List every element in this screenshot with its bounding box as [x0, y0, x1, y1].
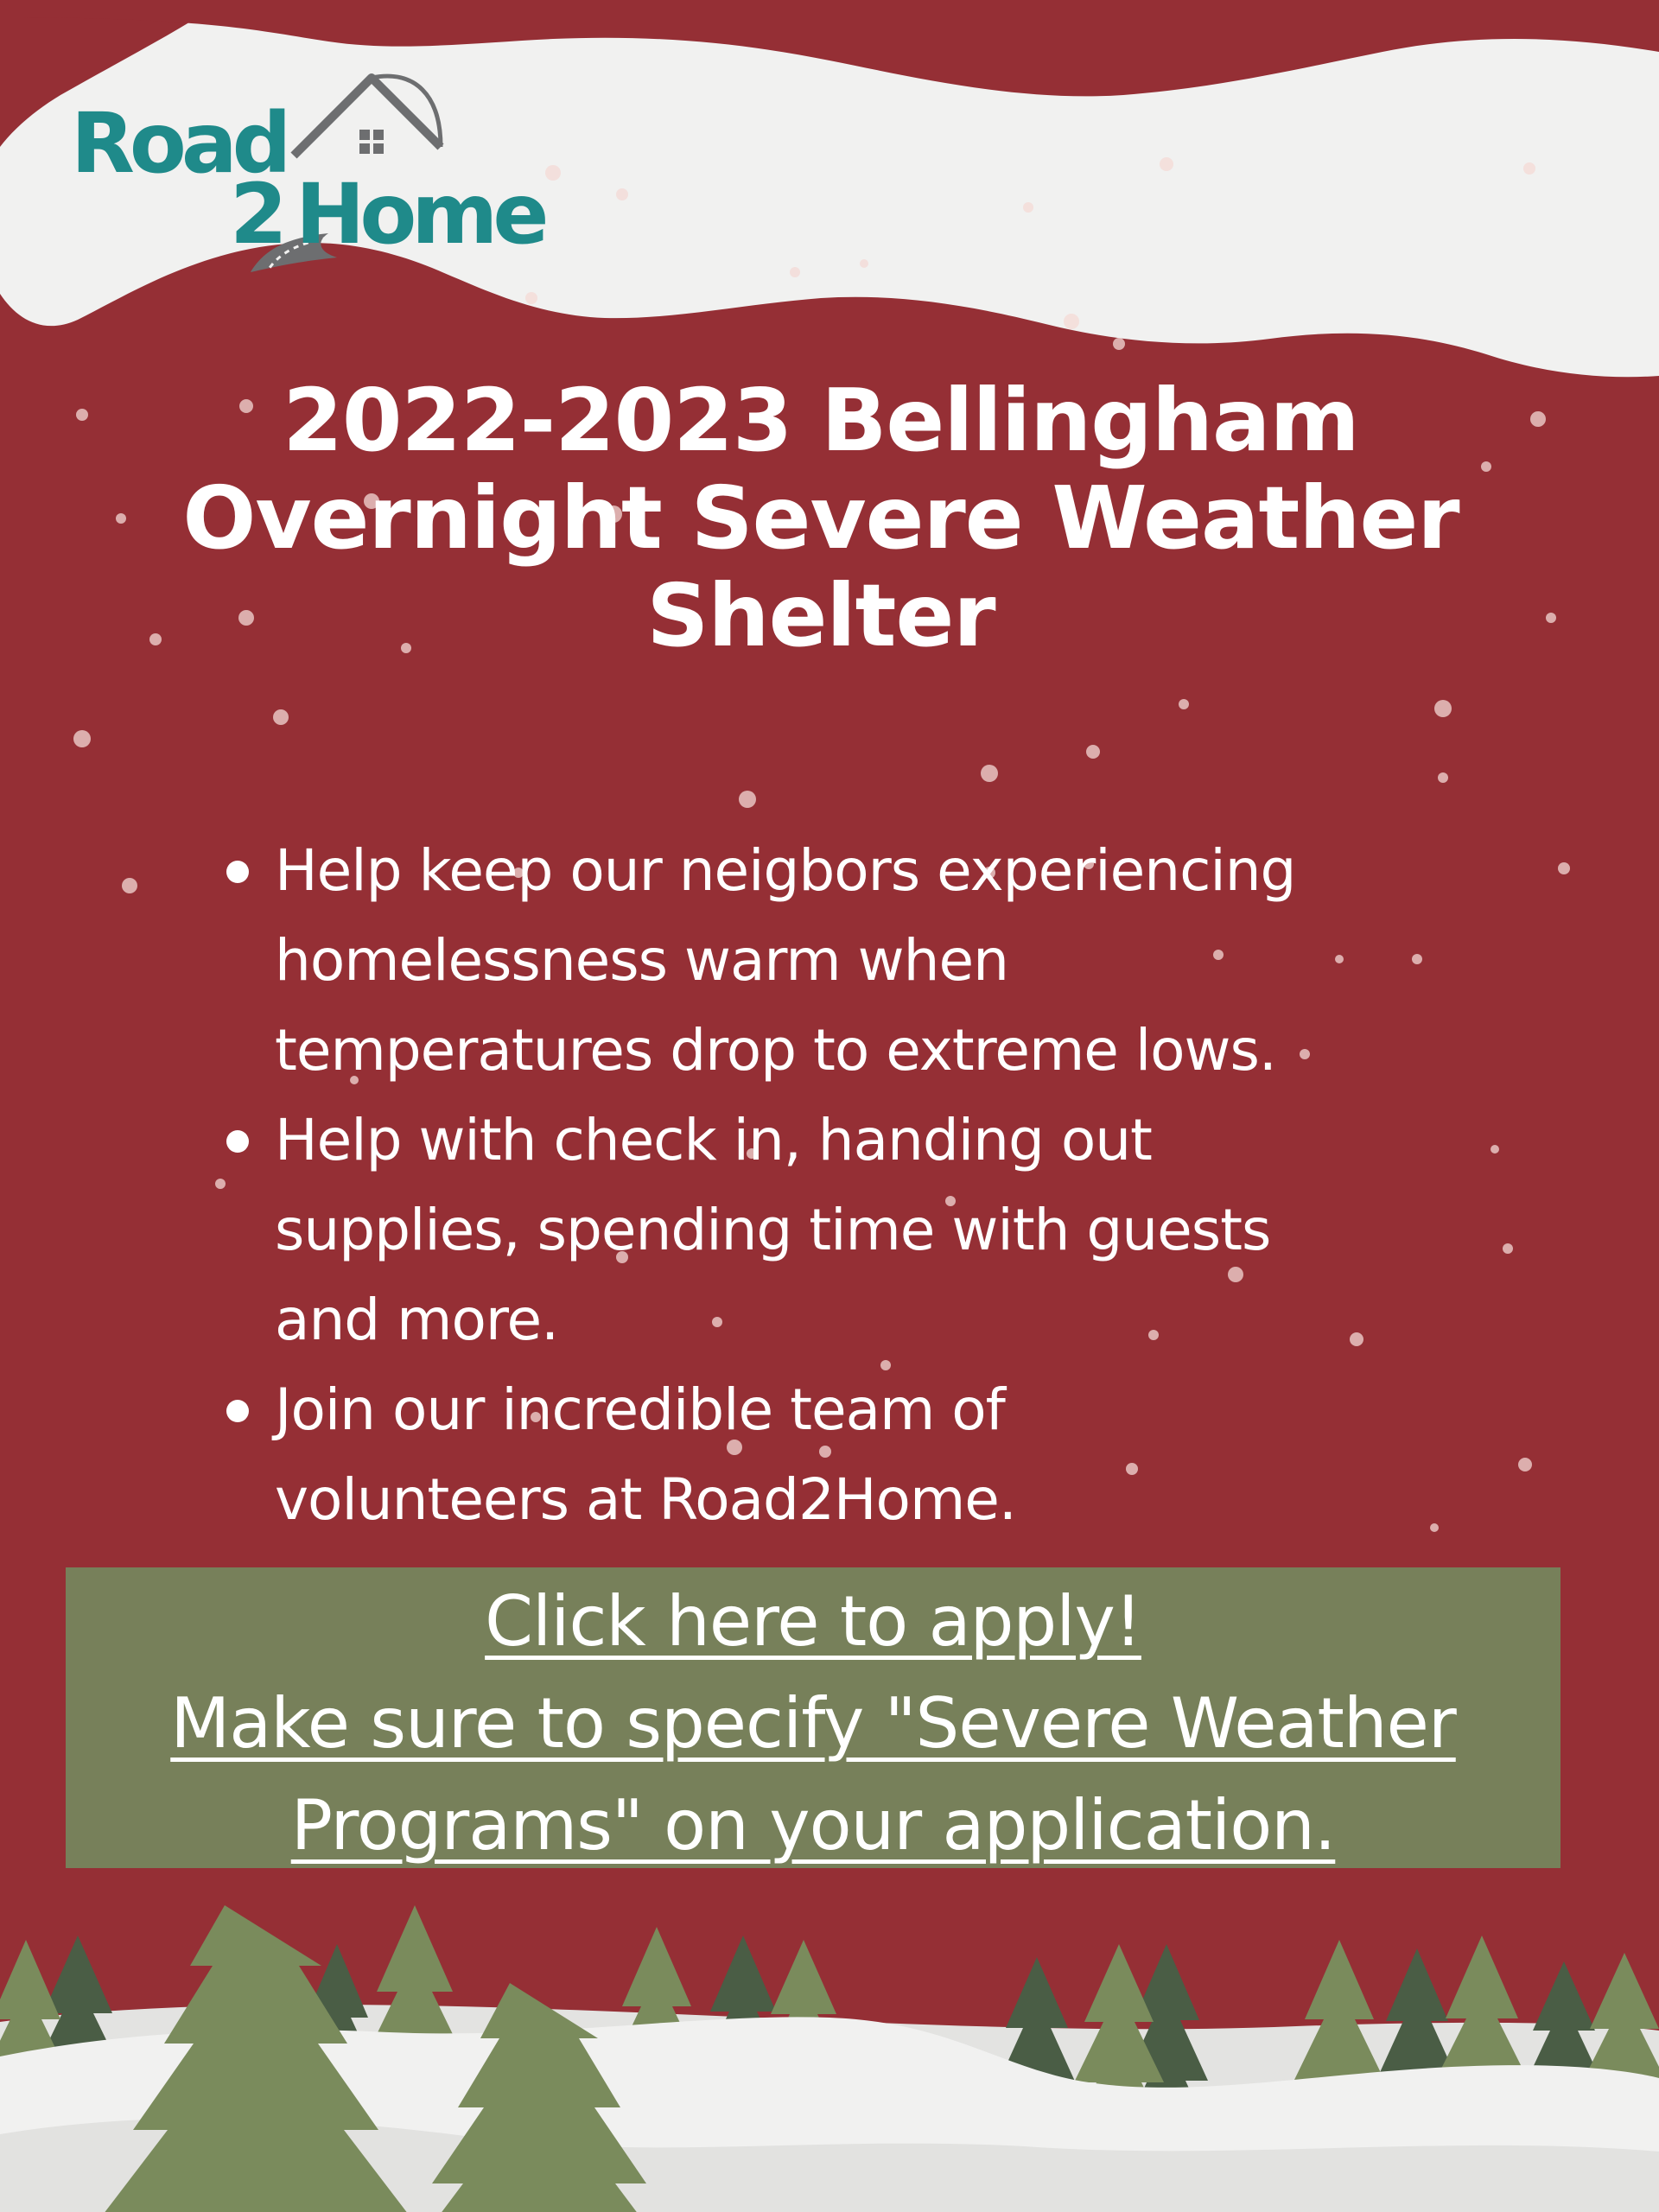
bullet-text-line: temperatures drop to extreme lows. — [275, 1017, 1276, 1084]
bullet-item — [226, 1096, 1505, 1365]
apply-cta-box — [66, 1567, 1560, 1868]
house-roof-icon — [294, 76, 441, 156]
title-line-2: Overnight Severe Weather — [182, 467, 1459, 569]
bullet-text-line: supplies, spending time with guests — [275, 1197, 1271, 1263]
apply-note-link-line-1[interactable]: Make sure to specify "Severe Weather — [170, 1683, 1456, 1764]
title-line-3: Shelter — [646, 565, 995, 666]
bullet-dot-icon — [226, 1400, 249, 1422]
bullet-text-line: and more. — [275, 1287, 559, 1353]
bullet-item — [226, 826, 1505, 1096]
bullet-dot-icon — [226, 861, 249, 883]
road2home-logo — [69, 60, 553, 302]
apply-link[interactable]: Click here to apply! — [485, 1581, 1141, 1662]
page-title — [104, 372, 1538, 664]
bullet-item — [226, 1365, 1505, 1545]
bullet-text-line: volunteers at Road2Home. — [275, 1466, 1016, 1533]
bullet-dot-icon — [226, 1130, 249, 1153]
title-line-1: 2022-2023 Bellingham — [283, 370, 1359, 471]
bullet-text-line: Help keep our neigbors experiencing — [275, 837, 1296, 904]
logo-road-text: Road — [71, 95, 287, 192]
bullet-text-line: Join our incredible team of — [275, 1376, 1005, 1443]
bullet-text-line: homelessness warm when — [275, 927, 1008, 994]
logo-two-text: 2 — [230, 166, 283, 263]
apply-note-link-line-2[interactable]: Programs" on your application. — [290, 1785, 1336, 1866]
logo-home-text: Home — [296, 166, 544, 263]
bullet-text-line: Help with check in, handing out — [275, 1107, 1152, 1173]
volunteer-bullet-list — [226, 826, 1505, 1545]
